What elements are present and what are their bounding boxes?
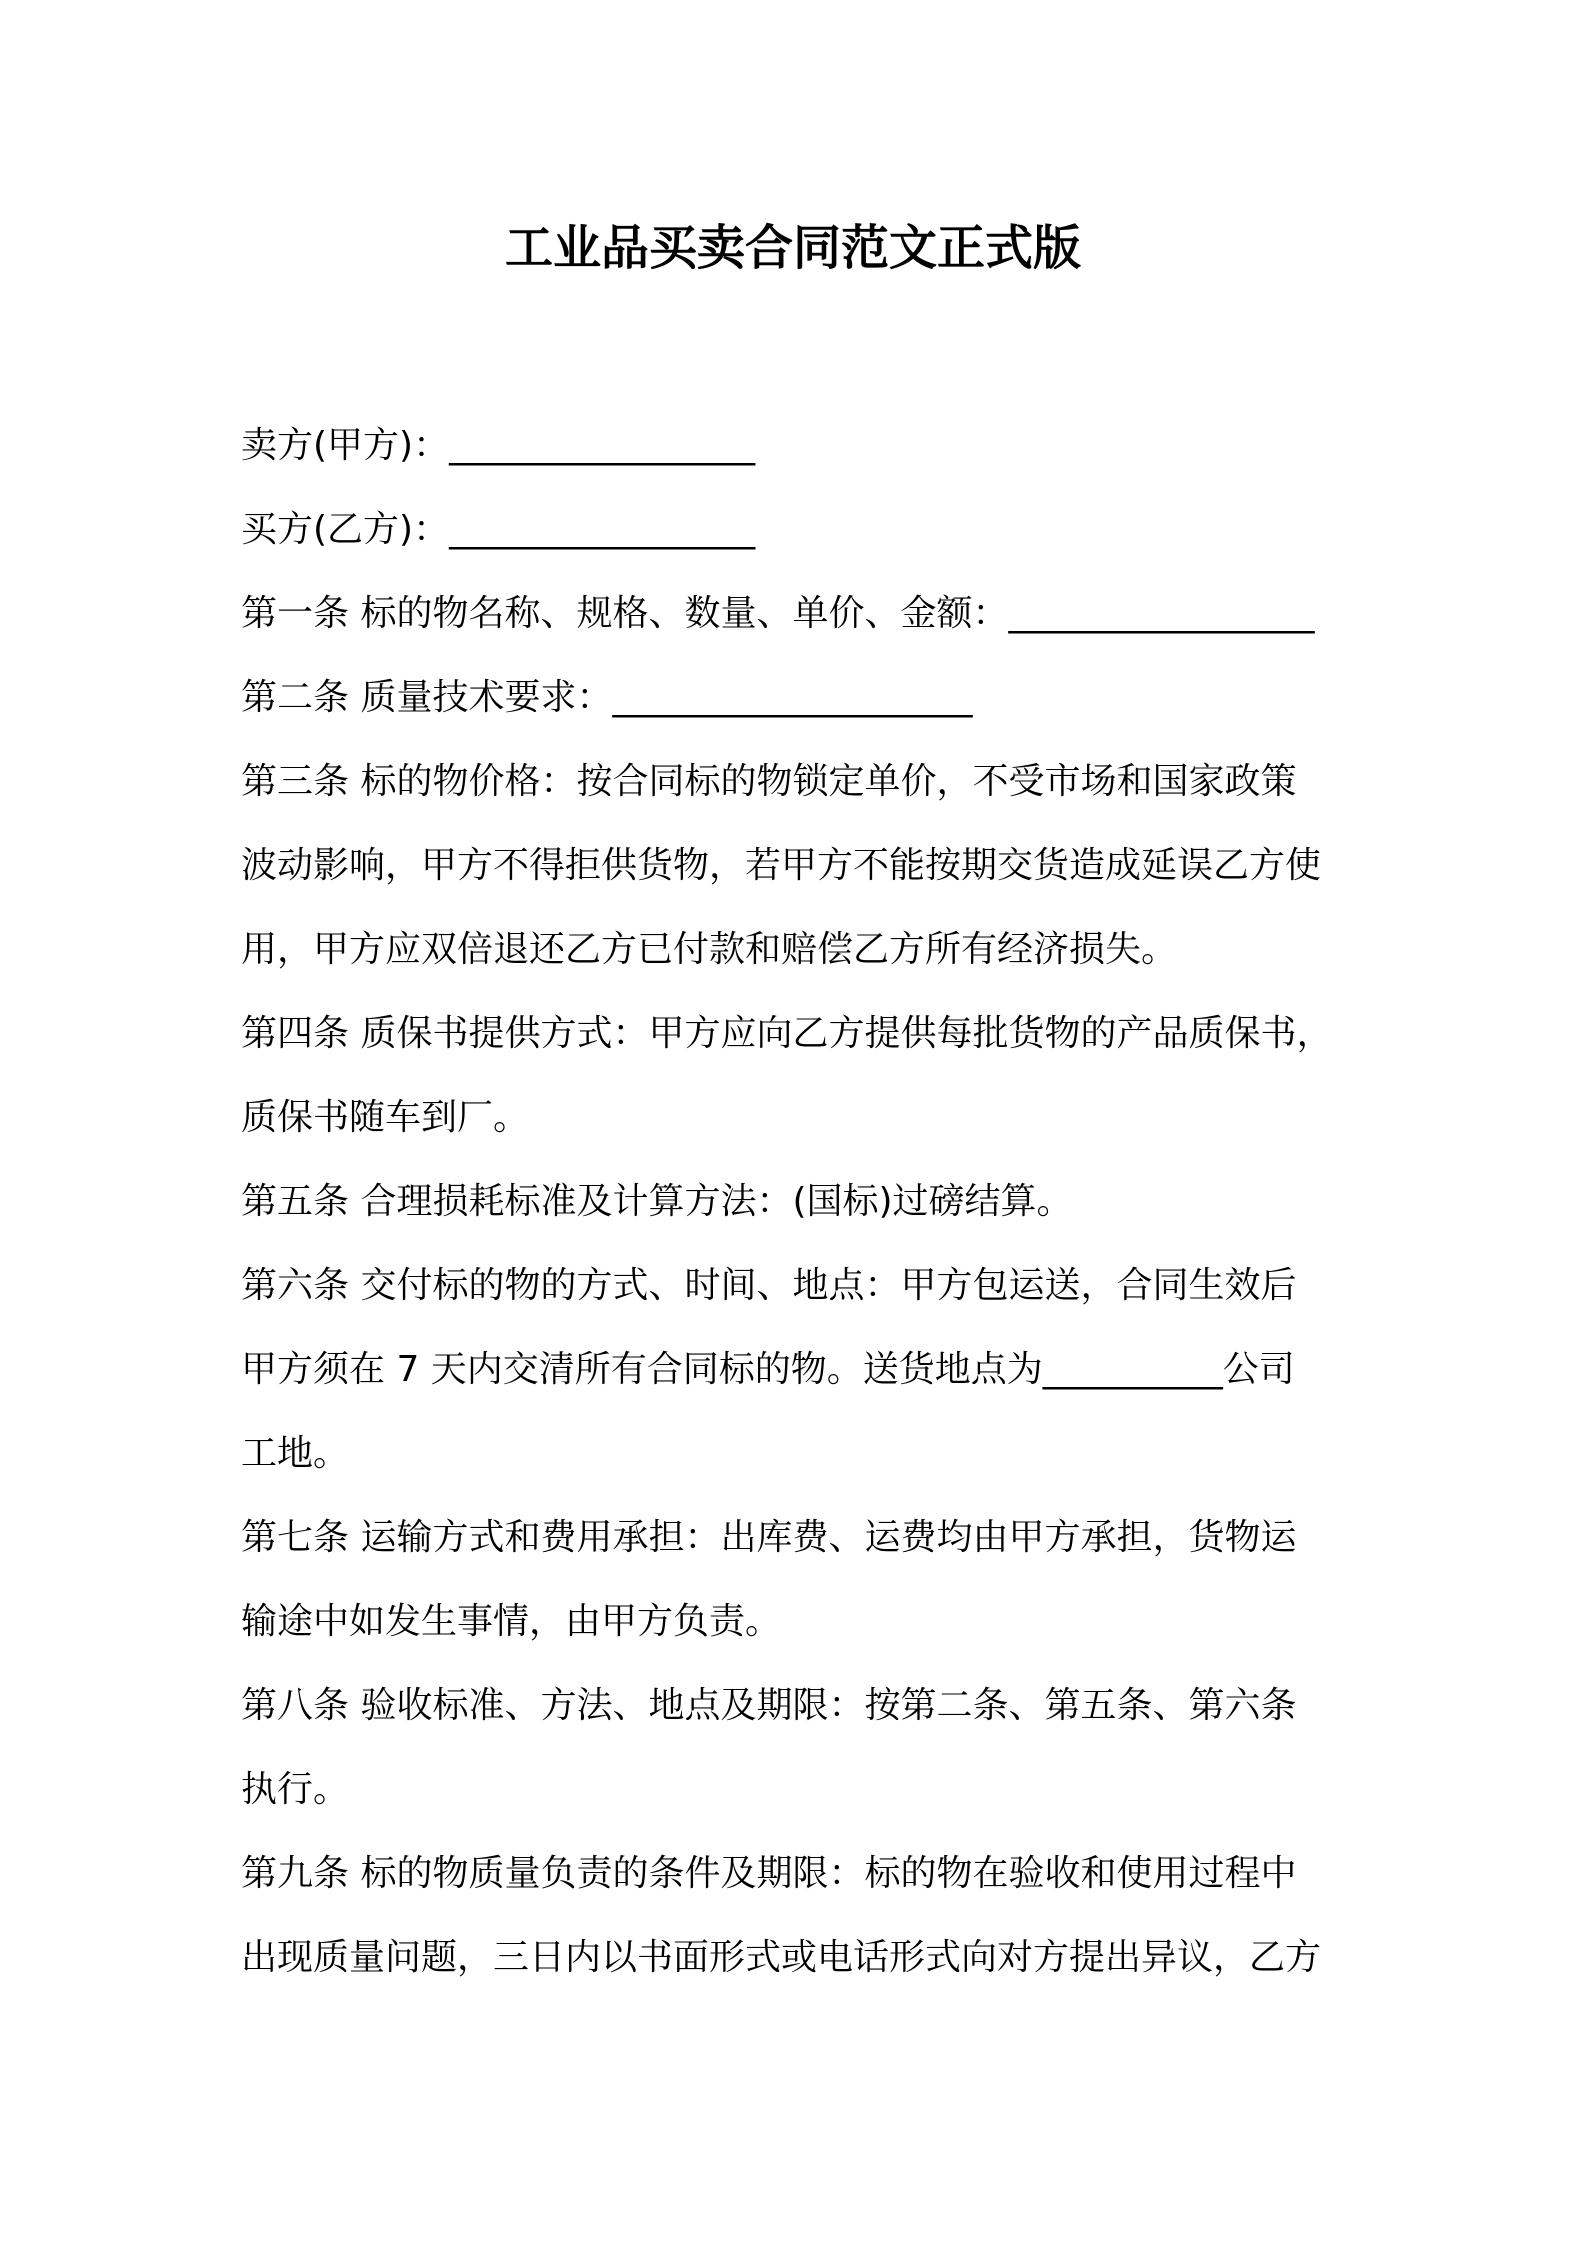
buyer-line: 买方(乙方)：_________________ — [241, 509, 756, 550]
article-1-line: 第一条 标的物名称、规格、数量、单价、金额：_________________ — [241, 593, 1315, 634]
article-5-line: 第五条 合理损耗标准及计算方法：(国标)过磅结算。 — [241, 1181, 1073, 1222]
article-3-line-1: 第三条 标的物价格：按合同标的物锁定单价，不受市场和国家政策 — [241, 761, 1297, 802]
article-6-line-2: 甲方须在 7 天内交清所有合同标的物。送货地点为__________公司 — [241, 1349, 1295, 1390]
article-4-line-2: 质保书随车到厂。 — [241, 1097, 530, 1138]
article-8-line-2: 执行。 — [241, 1769, 350, 1810]
article-2-line: 第二条 质量技术要求：____________________ — [241, 677, 973, 718]
document-title: 工业品买卖合同范文正式版 — [504, 220, 1081, 276]
article-9-line-1: 第九条 标的物质量负责的条件及期限：标的物在验收和使用过程中 — [241, 1853, 1297, 1894]
seller-line: 卖方(甲方)：_________________ — [241, 425, 756, 466]
article-7-line-1: 第七条 运输方式和费用承担：出库费、运费均由甲方承担，货物运 — [241, 1517, 1297, 1558]
article-4-line-1: 第四条 质保书提供方式：甲方应向乙方提供每批货物的产品质保书， — [241, 1013, 1333, 1054]
document-body — [241, 404, 1353, 2000]
article-8-line-1: 第八条 验收标准、方法、地点及期限：按第二条、第五条、第六条 — [241, 1685, 1297, 1726]
article-3-line-3: 用，甲方应双倍退还乙方已付款和赔偿乙方所有经济损失。 — [241, 929, 1178, 970]
article-6-line-1: 第六条 交付标的物的方式、时间、地点：甲方包运送，合同生效后 — [241, 1265, 1297, 1306]
article-9-line-2: 出现质量问题，三日内以书面形式或电话形式向对方提出异议，乙方 — [241, 1937, 1322, 1978]
article-6-line-3: 工地。 — [241, 1433, 350, 1474]
article-3-line-2: 波动影响，甲方不得拒供货物，若甲方不能按期交货造成延误乙方使 — [241, 845, 1322, 886]
article-7-line-2: 输途中如发生事情，由甲方负责。 — [241, 1601, 782, 1642]
